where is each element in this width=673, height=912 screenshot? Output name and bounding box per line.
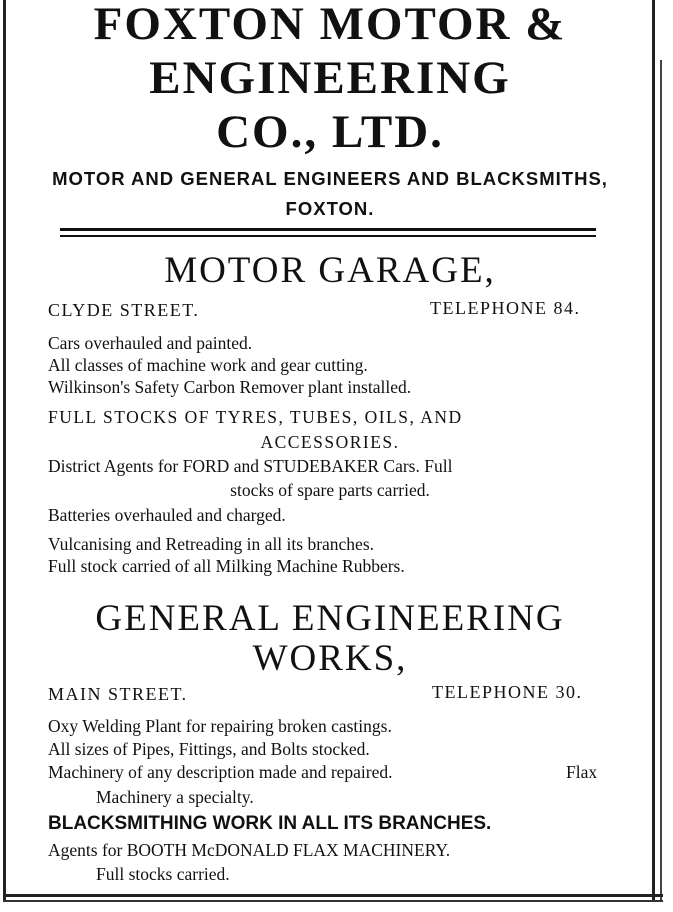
garage-line: stocks of spare parts carried.	[230, 480, 430, 500]
garage-street: CLYDE STREET.	[48, 300, 200, 320]
border-right-inner	[660, 60, 662, 900]
works-line: Flax	[566, 762, 598, 782]
works-telephone: TELEPHONE 30.	[432, 682, 583, 702]
works-line: Machinery a specialty.	[96, 787, 254, 807]
blacksmithing-banner: BLACKSMITHING WORK IN ALL ITS BRANCHES.	[48, 813, 492, 834]
works-street: MAIN STREET.	[48, 684, 188, 704]
company-subtitle-line2: FOXTON.	[285, 198, 375, 219]
company-title-line2: ENGINEERING	[149, 52, 511, 104]
works-line: Machinery of any description made and repaired.	[48, 762, 393, 782]
divider-rule-top	[60, 228, 596, 231]
works-line: Oxy Welding Plant for repairing broken castings.	[48, 716, 392, 736]
garage-line: Cars overhauled and painted.	[48, 333, 253, 353]
border-bottom	[3, 894, 663, 897]
border-bottom-inner	[3, 900, 663, 902]
agents-line: Full stocks carried.	[96, 864, 230, 884]
garage-line: Wilkinson's Safety Carbon Remover plant installed.	[48, 377, 412, 397]
garage-heading: MOTOR GARAGE,	[164, 250, 496, 291]
works-line: All sizes of Pipes, Fittings, and Bolts stocked.	[48, 739, 370, 759]
works-heading-line1: GENERAL ENGINEERING	[95, 598, 565, 639]
garage-line: Full stock carried of all Milking Machine Rubbers.	[48, 556, 405, 576]
works-heading-line2: WORKS,	[252, 638, 408, 679]
company-subtitle-line1: MOTOR AND GENERAL ENGINEERS AND BLACKSMITHS,	[52, 168, 608, 189]
company-title-line1: FOXTON MOTOR &	[93, 0, 567, 50]
garage-line: Vulcanising and Retreading in all its branches.	[48, 534, 375, 554]
garage-line: District Agents for FORD and STUDEBAKER Cars. Full	[48, 456, 453, 476]
garage-telephone: TELEPHONE 84.	[430, 298, 581, 318]
garage-line: Batteries overhauled and charged.	[48, 505, 286, 525]
divider-rule-bottom	[60, 235, 596, 237]
garage-line: FULL STOCKS OF TYRES, TUBES, OILS, AND	[48, 407, 463, 427]
garage-line: ACCESSORIES.	[260, 432, 400, 452]
agents-line: Agents for BOOTH McDONALD FLAX MACHINERY.	[48, 840, 451, 860]
garage-line: All classes of machine work and gear cutting.	[48, 355, 368, 375]
company-title-line3: CO., LTD.	[216, 106, 444, 158]
